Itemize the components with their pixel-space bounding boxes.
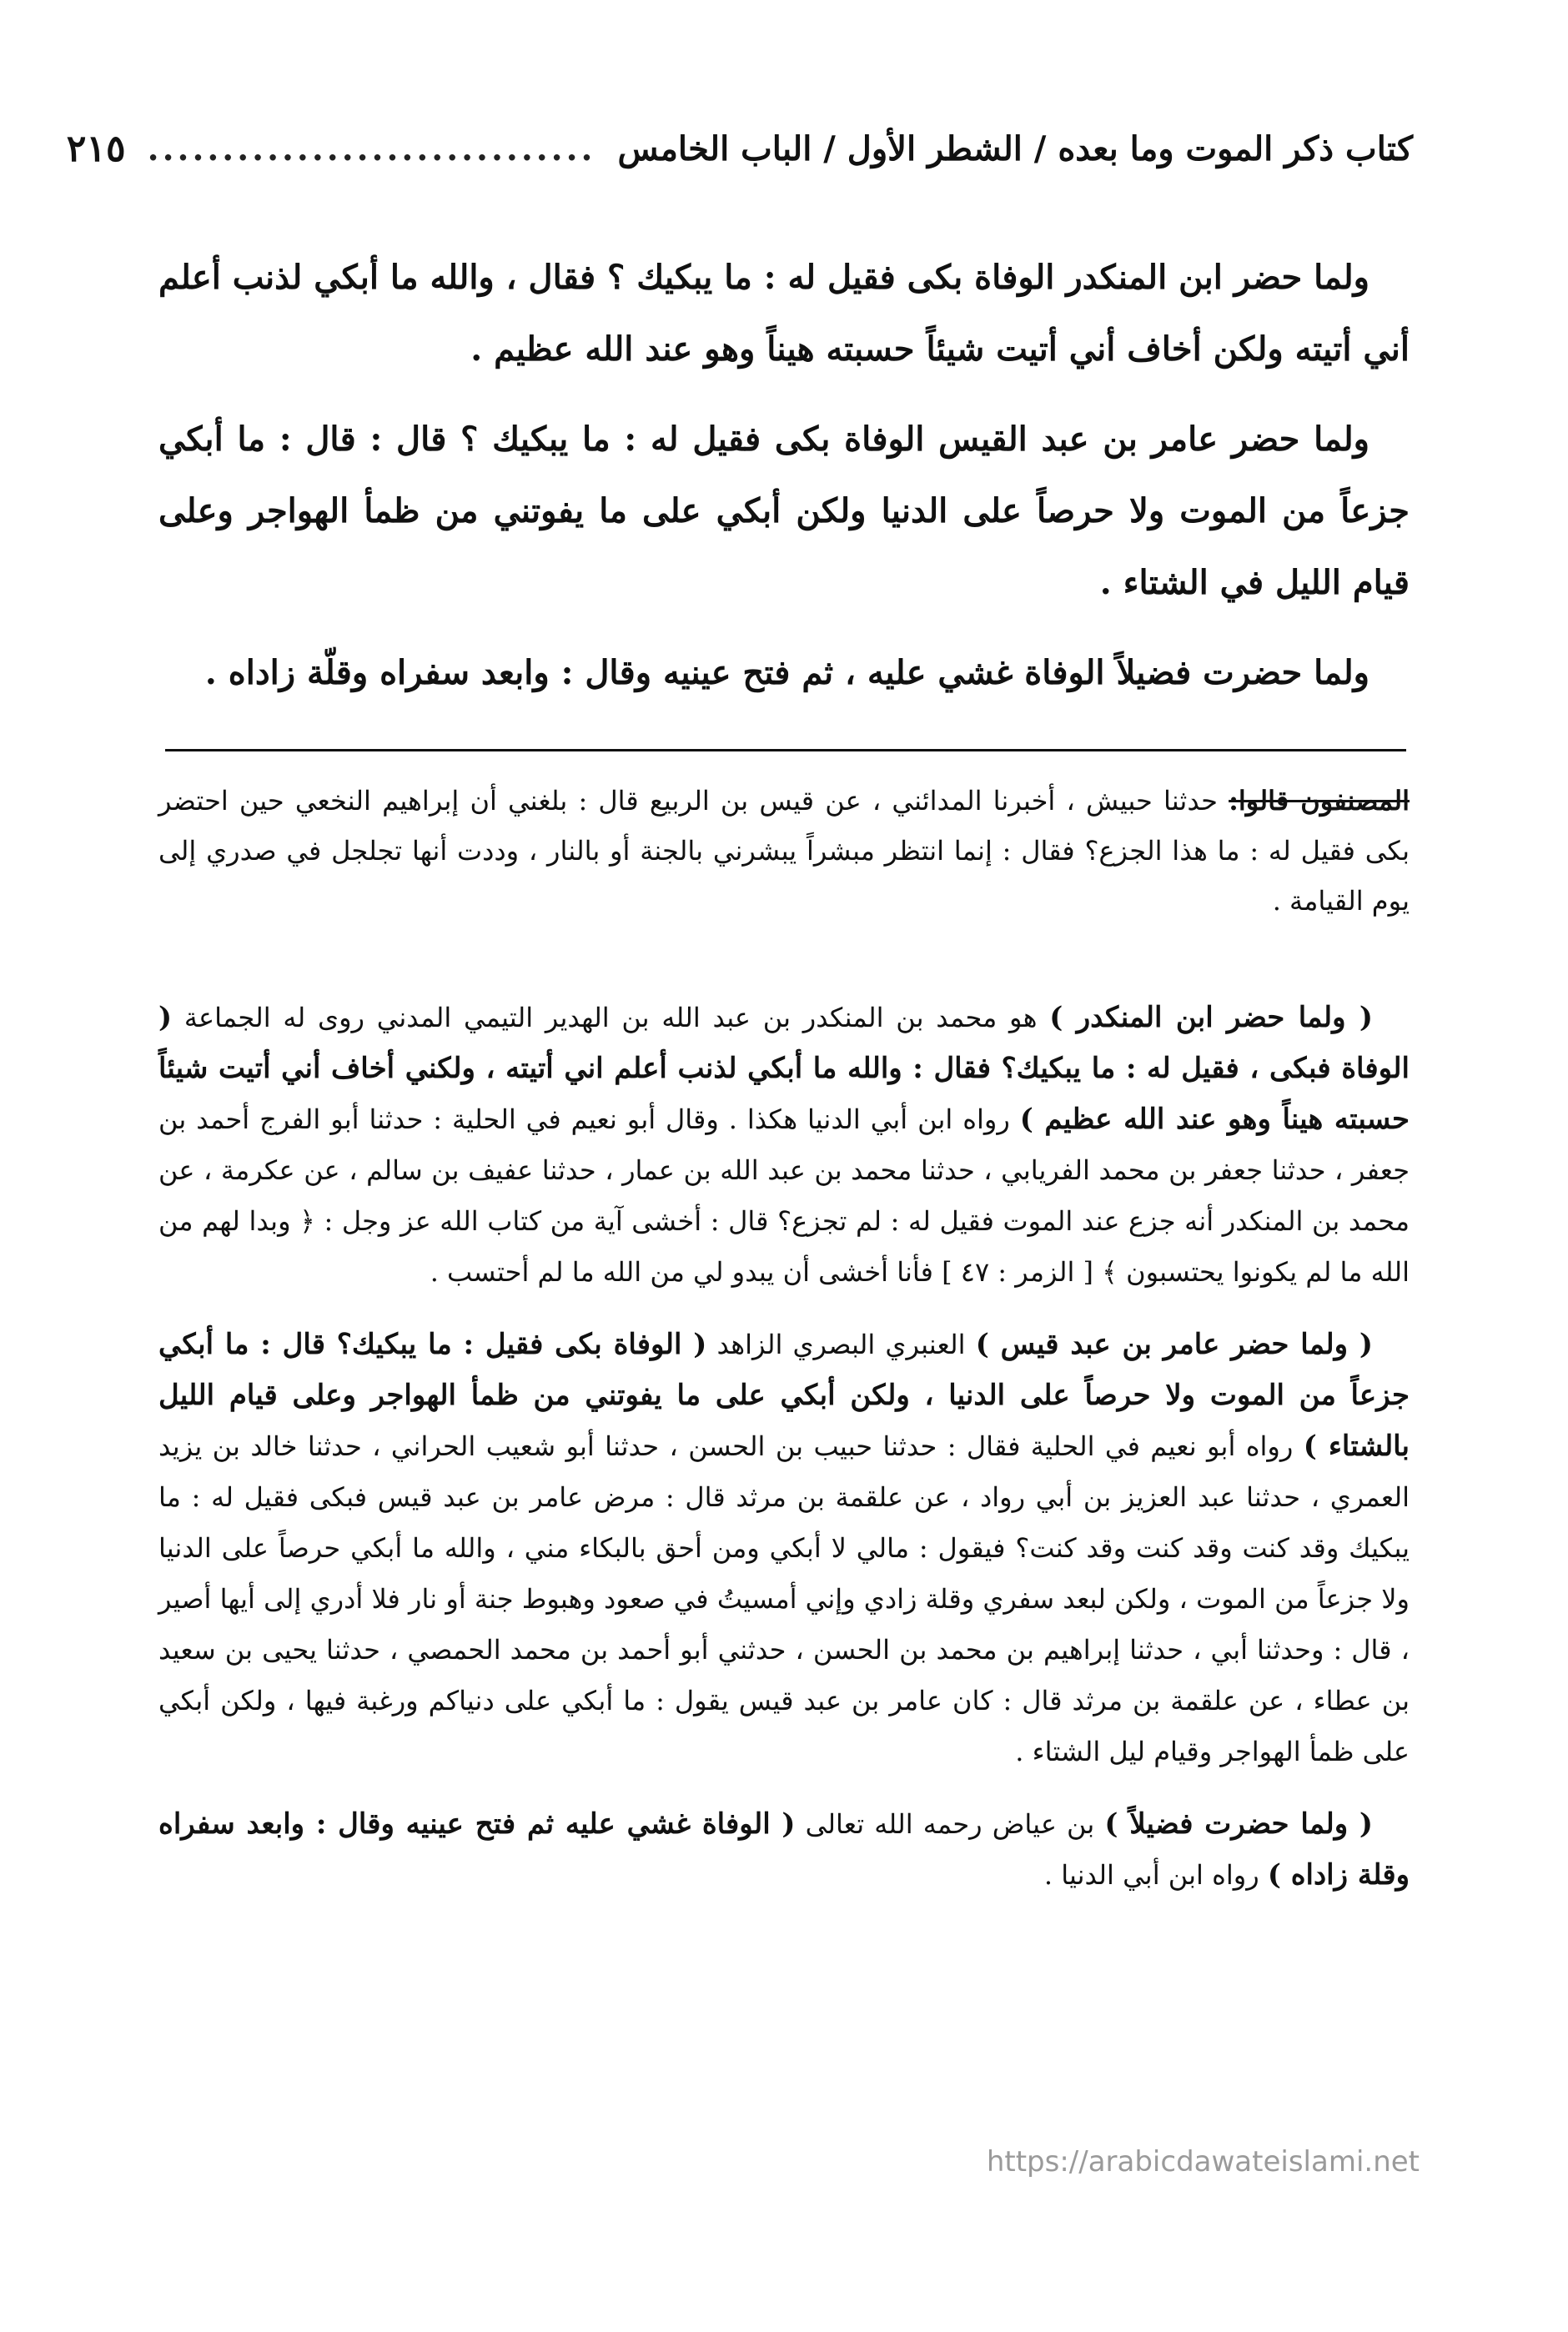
commentary-3-quote-b: ( الوفاة غشي عليه ثم فتح عينيه وقال : وابعد سفراه وقلة زاداه ) [158, 1807, 1410, 1892]
header-leader-dots: .............................. [147, 128, 596, 168]
header-title: كتاب ذكر الموت وما بعده / الشطر الأول / الباب الخامس [617, 128, 1413, 168]
commentary-1-text-a: هو محمد بن المنكدر بن عبد الله بن الهدير التيمي المدني روى له الجماعة [172, 1002, 1050, 1033]
commentary-2-text-b: رواه أبو نعيم في الحلية فقال : حدثنا حبيب بن الحسن ، حدثنا أبو شعيب الحراني ، حدثنا خالد بن يزيد العمري ، حدثنا عبد العزيز بن أبي رواد ، عن علقمة بن مرثد قال : مرض عامر بن عبد قيس فبكى فقيل له : ما يبكيك وقد كنت وقد كنت وقد كنت؟ فيقول : مالي لا أبكي ومن أحق بالبكاء مني ، والله ما أبكي حرصاً على الدنيا ولا جزعاً من الموت ، ولكن لبعد سفري وقلة زادي وإني أمسيتُ في صعود وهبوط جنة أو نار فلا أدري إلى أيها أصير ، قال : وحدثنا أبي ، حدثنا إبراهيم بن محمد بن الحسن ، حدثني أبو أحمد بن محمد الحمصي ، حدثنا يحيى بن سعيد بن عطاء ، عن علقمة بن مرثد قال : كان عامر بن عبد قيس يقول : ما أبكي على دنياكم ورغبة فيها ، ولكن أبكي على ظمأ الهواجر وقيام ليل الشتاء . [158, 1430, 1410, 1767]
main-text [158, 242, 1410, 727]
footnote-divider [165, 749, 1406, 751]
main-paragraph-1: ولما حضر ابن المنكدر الوفاة بكى فقيل له : ما يبكيك ؟ فقال ، والله ما أبكي لذنب أعلم أني أتيته ولكن أخاف أني أتيت شيئاً حسبته هيناً وهو عند الله عظيم . [158, 258, 1410, 369]
commentary-1-quote-b: ( الوفاة فبكى ، فقيل له : ما يبكيك؟ فقال : والله ما أبكي لذنب أعلم اني أتيته ، ولكني أخاف أني أتيت شيئاً حسبته هيناً وهو عند الله عظيم ) [158, 1001, 1410, 1136]
commentary-1-text-b: رواه ابن أبي الدنيا هكذا . وقال أبو نعيم في الحلية : حدثنا أبو الفرج أحمد بن جعفر ، حدثنا جعفر بن محمد الفريابي ، حدثنا محمد بن عبد الله بن عمار ، حدثنا عفيف بن سالم ، عن عكرمة ، عن محمد بن المنكدر أنه جزع عند الموت فقيل له : لم تجزع؟ قال : أخشى آية من كتاب الله عز وجل : ﴿ وبدا لهم من الله ما لم يكونوا يحتسبون ﴾ [ الزمر : ٤٧ ] فأنا أخشى أن يبدو لي من الله ما لم أحتسب . [158, 1103, 1410, 1288]
running-header [66, 115, 1413, 182]
watermark-url: https://arabicdawateislami.net [986, 2145, 1420, 2179]
main-paragraph-3: ولما حضرت فضيلاً الوفاة غشي عليه ، ثم فتح عينيه وقال : وابعد سفراه وقلّة زاداه . [204, 653, 1369, 692]
commentary-2-text-a: العنبري البصري الزاهد [706, 1329, 976, 1360]
commentary-paragraph-2 [158, 1319, 1410, 1777]
commentary-3-text-b: رواه ابن أبي الدنيا . [1043, 1859, 1268, 1891]
commentary [158, 993, 1410, 1922]
footnote-struck-text: المصنفون قالوا: [1229, 785, 1410, 817]
page-number: ٢١٥ [66, 127, 126, 170]
commentary-paragraph-3 [158, 1799, 1410, 1901]
footnote-text: حدثنا حبيش ، أخبرنا المدائني ، عن قيس بن الربيع قال : بلغني أن إبراهيم النخعي حين احتضر بكى فقيل له : ما هذا الجزع؟ فقال : إنما انتظر مبشراً يبشرني بالجنة أو بالنار ، وددت أنها تجلجل في صدري إلى يوم القيامة . [158, 785, 1410, 917]
commentary-3-text-a: بن عياض رحمه الله تعالى [795, 1808, 1105, 1840]
footnote-paragraph [158, 776, 1410, 926]
commentary-paragraph-1 [158, 993, 1410, 1298]
footnote [158, 776, 1410, 926]
main-paragraph-2: ولما حضر عامر بن عبد القيس الوفاة بكى فقيل له : ما يبكيك ؟ قال : قال : ما أبكي جزعاً من الموت ولا حرصاً على الدنيا ولكن أبكي على ما يفوتني من ظمأ الهواجر وعلى قيام الليل في الشتاء . [158, 420, 1410, 602]
commentary-3-quote-a: ( ولما حضرت فضيلاً ) [1104, 1807, 1373, 1841]
commentary-2-quote-b: ( الوفاة بكى فقيل : ما يبكيك؟ قال : ما أبكي جزعاً من الموت ولا حرصاً على الدنيا ، ولكن أبكي على ما يفوتني من ظمأ الهواجر وعلى قيام الليل بالشتاء ) [158, 1328, 1410, 1463]
commentary-1-quote-a: ( ولما حضر ابن المنكدر ) [1049, 1001, 1374, 1034]
commentary-2-quote-a: ( ولما حضر عامر بن عبد قيس ) [975, 1328, 1373, 1361]
